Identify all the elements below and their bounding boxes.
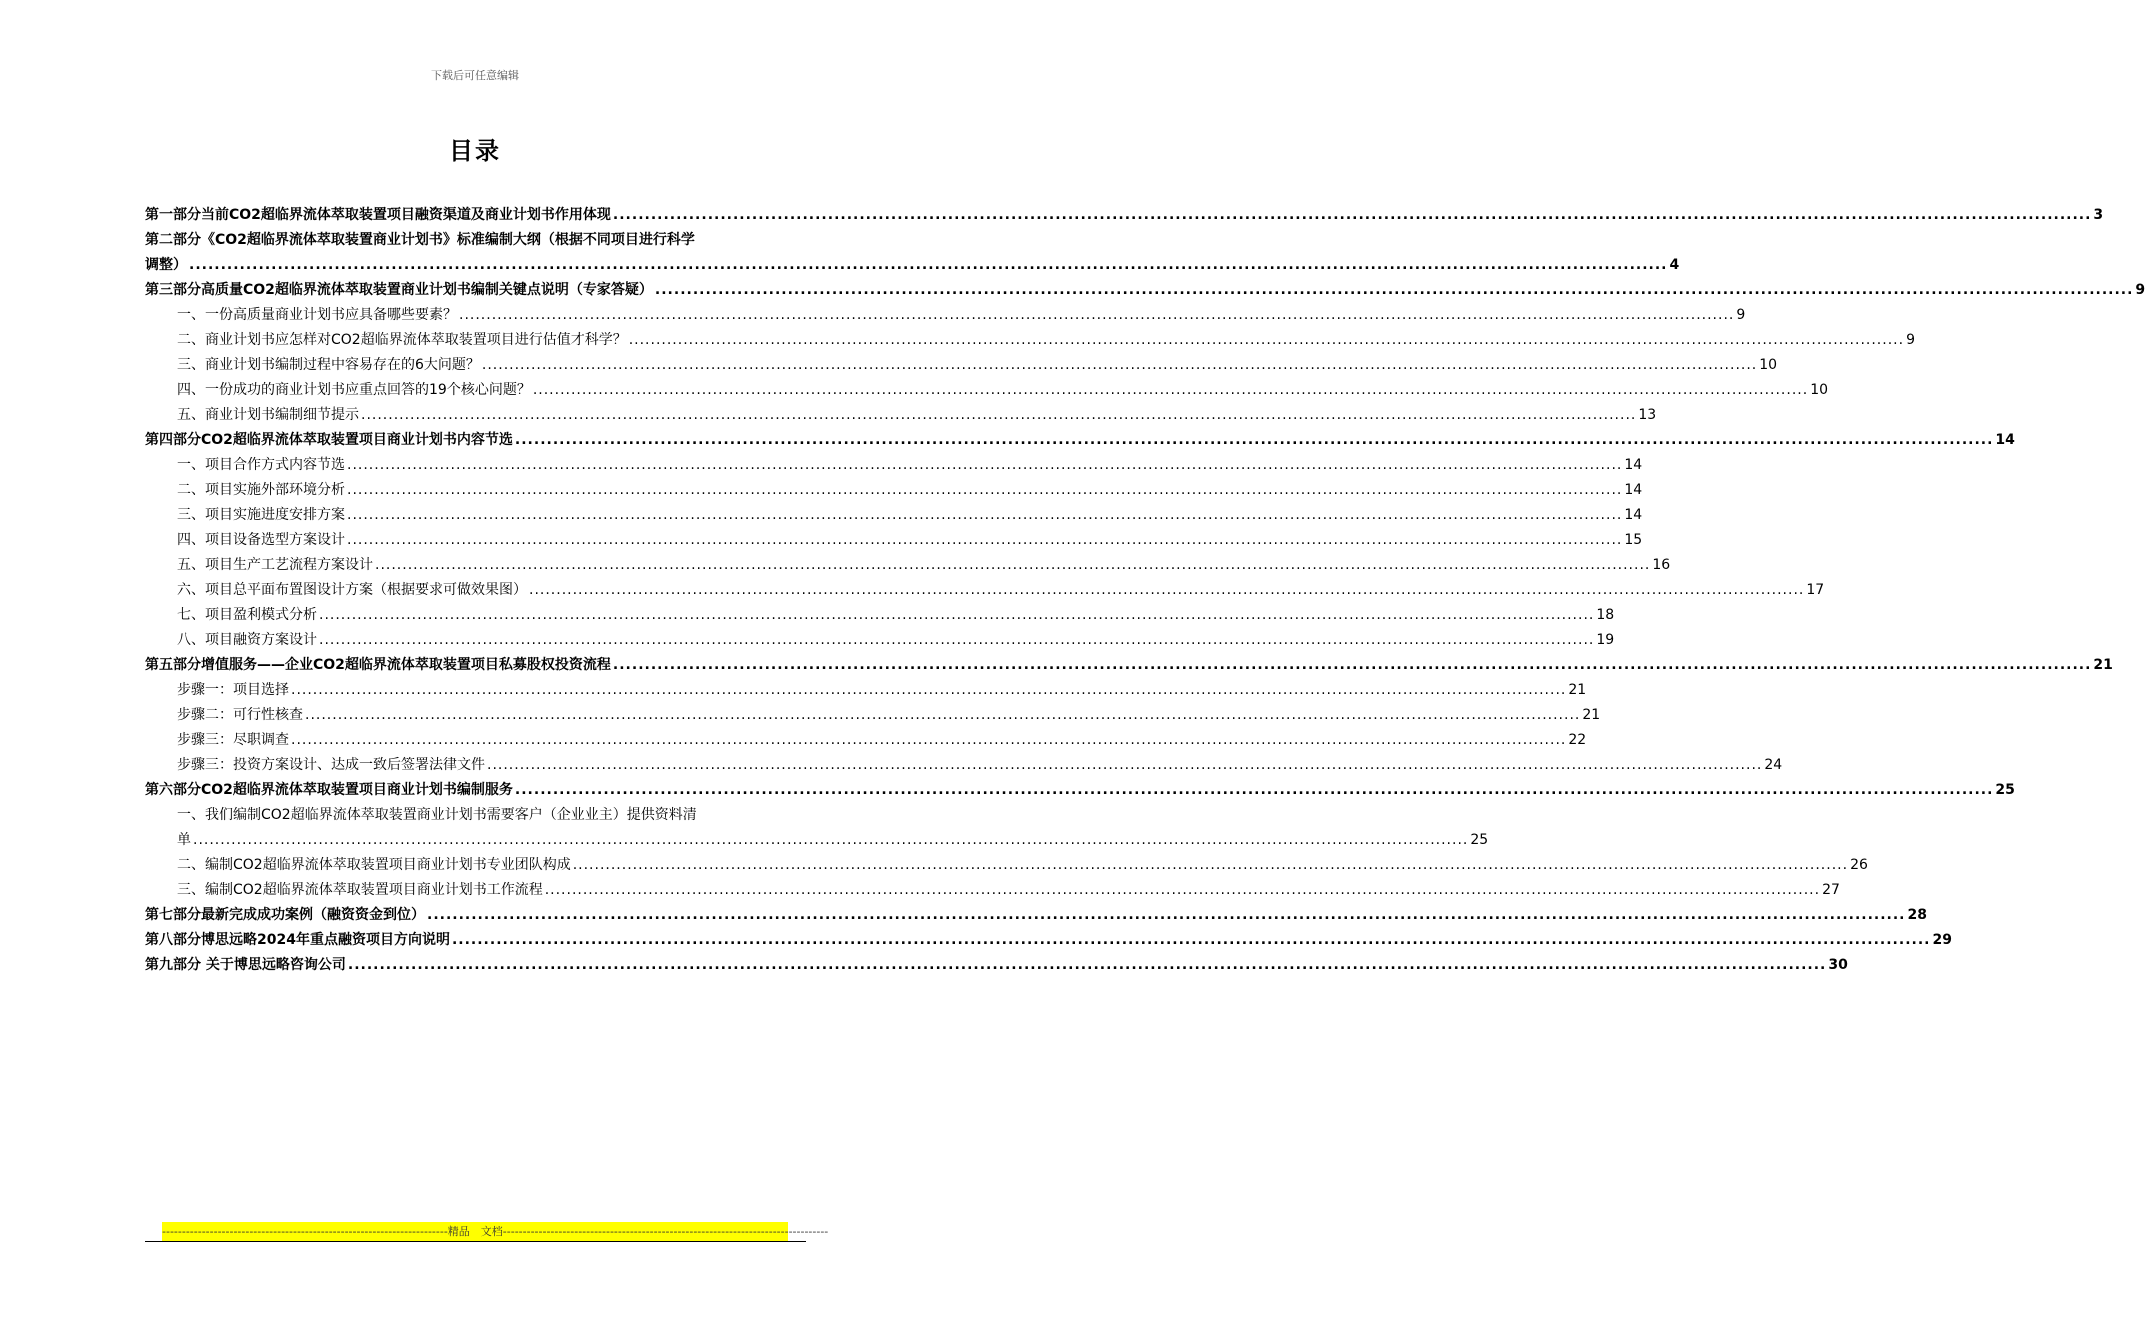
toc-page-number: 30 (1828, 957, 1848, 973)
toc-entry-section[interactable] (145, 478, 1643, 503)
toc-leader-dots (573, 853, 1848, 878)
toc-page-number: 24 (1764, 757, 1783, 773)
toc-entry-label: 第九部分 关于博思远略咨询公司 (145, 957, 346, 973)
toc-entry-section[interactable] (145, 353, 1778, 378)
toc-entry-label: 步骤一：项目选择 (177, 682, 289, 698)
toc-entry-section[interactable] (145, 853, 1868, 878)
toc-leader-dots (655, 278, 2134, 303)
toc-entry-label: 步骤三：投资方案设计、达成一致后签署法律文件 (177, 757, 485, 773)
toc-page-number: 18 (1596, 607, 1615, 623)
footer-dash-right: ---------------------------------------------------------------------------------- (502, 1225, 829, 1238)
toc-entry-label: 单 (177, 832, 191, 848)
toc-leader-dots (347, 453, 1622, 478)
toc-entry-section[interactable] (145, 628, 1615, 653)
toc-leader-dots (375, 553, 1650, 578)
toc-page-number: 15 (1624, 532, 1643, 548)
toc-entry-section[interactable] (145, 878, 1840, 903)
toc-page-number: 14 (1624, 482, 1643, 498)
toc-entry-part[interactable] (145, 928, 1952, 953)
toc-leader-dots (193, 828, 1468, 853)
toc-leader-dots (515, 428, 1994, 453)
toc-page-number: 13 (1638, 407, 1657, 423)
toc-page-number: 14 (1624, 457, 1643, 473)
toc-leader-dots (427, 903, 1906, 928)
toc-page-number: 14 (1624, 507, 1643, 523)
toc-entry-part[interactable] (145, 203, 2104, 228)
toc-entry-label: 三、编制CO2超临界流体萃取装置项目商业计划书工作流程 (177, 882, 543, 898)
toc-entry-section[interactable] (145, 578, 1825, 603)
toc-page-number: 27 (1822, 882, 1840, 898)
toc-leader-dots (529, 578, 1804, 603)
toc-page-number: 26 (1850, 857, 1868, 873)
toc-leader-dots (347, 503, 1622, 528)
toc-entry-label: 一、项目合作方式内容节选 (177, 457, 345, 473)
toc-entry-label: 四、项目设备选型方案设计 (177, 532, 345, 548)
toc-entry-section[interactable] (145, 753, 1783, 778)
toc-entry-label: 八、项目融资方案设计 (177, 632, 317, 648)
toc-leader-dots (189, 253, 1668, 278)
toc-entry-section[interactable] (145, 678, 1587, 703)
toc-entry-label: 二、商业计划书应怎样对CO2超临界流体萃取装置项目进行估值才科学？ (177, 332, 627, 348)
toc-page-number: 4 (1669, 257, 1680, 273)
toc-entry-label: 第六部分CO2超临界流体萃取装置项目商业计划书编制服务 (145, 782, 513, 798)
toc-entry-line[interactable]: 一、我们编制CO2超临界流体萃取装置商业计划书需要客户（企业业主）提供资料清 (177, 807, 697, 823)
toc-leader-dots (459, 303, 1734, 328)
footer-banner (162, 1222, 829, 1241)
toc-entry-line[interactable]: 第二部分《CO2超临界流体萃取装置商业计划书》标准编制大纲（根据不同项目进行科学 (145, 232, 695, 248)
toc-leader-dots (629, 328, 1904, 353)
toc-entry-label: 步骤三：尽职调查 (177, 732, 289, 748)
toc-page-number: 9 (1906, 332, 1915, 348)
toc-entry-label: 三、项目实施进度安排方案 (177, 507, 345, 523)
toc-page-number: 29 (1932, 932, 1952, 948)
toc-entry-label: 第七部分最新完成成功案例（融资资金到位） (145, 907, 425, 923)
toc-page-number: 17 (1806, 582, 1825, 598)
toc-entry-label: 二、项目实施外部环境分析 (177, 482, 345, 498)
toc-leader-dots (613, 653, 2092, 678)
toc-entry-label: 第一部分当前CO2超临界流体萃取装置项目融资渠道及商业计划书作用体现 (145, 207, 611, 223)
toc-entry-label: 第三部分高质量CO2超临界流体萃取装置商业计划书编制关键点说明（专家答疑） (145, 282, 653, 298)
toc-entry-section[interactable] (145, 403, 1657, 428)
toc-entry-part[interactable] (145, 278, 2145, 303)
toc-entry-label: 五、项目生产工艺流程方案设计 (177, 557, 373, 573)
toc-entry-section[interactable] (145, 553, 1671, 578)
toc-entry-label: 一、一份高质量商业计划书应具备哪些要素？ (177, 307, 457, 323)
toc-leader-dots (452, 928, 1931, 953)
toc-entry-section[interactable] (145, 728, 1587, 753)
toc-leader-dots (319, 603, 1594, 628)
toc-leader-dots (515, 778, 1994, 803)
toc-entry-section[interactable] (145, 453, 1643, 478)
toc-page-number: 16 (1652, 557, 1671, 573)
toc-title: 目录 (449, 137, 501, 165)
toc-leader-dots (291, 678, 1566, 703)
toc-entry-label: 七、项目盈利模式分析 (177, 607, 317, 623)
toc-page-number: 3 (2093, 207, 2104, 223)
toc-entry-label: 第四部分CO2超临界流体萃取装置项目商业计划书内容节选 (145, 432, 513, 448)
toc-page-number: 22 (1568, 732, 1587, 748)
toc-entry-label: 第八部分博思远略2024年重点融资项目方向说明 (145, 932, 450, 948)
toc-entry-part[interactable] (145, 653, 2113, 678)
toc-leader-dots (533, 378, 1808, 403)
toc-leader-dots (291, 728, 1566, 753)
toc-entry-section[interactable] (145, 503, 1643, 528)
toc-entry-label: 步骤二：可行性核查 (177, 707, 303, 723)
toc-page-number: 14 (1995, 432, 2015, 448)
toc-leader-dots (305, 703, 1580, 728)
table-of-contents (145, 203, 2145, 978)
toc-page-number: 28 (1907, 907, 1927, 923)
toc-entry-label: 四、一份成功的商业计划书应重点回答的19个核心问题？ (177, 382, 531, 398)
toc-page-number: 9 (1736, 307, 1746, 323)
toc-entry-part[interactable] (145, 253, 1680, 278)
toc-entry-section[interactable] (145, 378, 1829, 403)
toc-entry-section[interactable] (145, 328, 1915, 353)
toc-entry-part[interactable] (145, 428, 2015, 453)
footer-rule (145, 1241, 806, 1242)
toc-entry-label: 二、编制CO2超临界流体萃取装置项目商业计划书专业团队构成 (177, 857, 571, 873)
toc-entry-label: 调整） (145, 257, 187, 273)
toc-page-number: 25 (1470, 832, 1489, 848)
toc-entry-section[interactable] (145, 303, 1746, 328)
toc-entry-section[interactable] (145, 528, 1643, 553)
toc-page-number: 10 (1810, 382, 1829, 398)
footer-text: 精品 文档 (447, 1225, 503, 1238)
footer-dash-left: ------------------------------------------------------------------------ (162, 1225, 448, 1238)
toc-leader-dots (545, 878, 1820, 903)
toc-entry-label: 第五部分增值服务——企业CO2超临界流体萃取装置项目私募股权投资流程 (145, 657, 611, 673)
toc-entry-label: 六、项目总平面布置图设计方案（根据要求可做效果图） (177, 582, 527, 598)
toc-leader-dots (319, 628, 1594, 653)
toc-page-number: 19 (1596, 632, 1615, 648)
toc-page-number: 21 (2093, 657, 2113, 673)
toc-entry-part[interactable] (145, 903, 1927, 928)
header-note: 下载后可任意编辑 (431, 69, 519, 82)
toc-leader-dots (361, 403, 1636, 428)
toc-leader-dots (613, 203, 2092, 228)
toc-leader-dots (347, 478, 1622, 503)
toc-entry-section[interactable] (145, 828, 1489, 853)
toc-entry-part[interactable] (145, 778, 2015, 803)
toc-entry-label: 五、商业计划书编制细节提示 (177, 407, 359, 423)
toc-page-number: 21 (1582, 707, 1601, 723)
toc-entry-label: 三、商业计划书编制过程中容易存在的6大问题？ (177, 357, 480, 373)
toc-entry-section[interactable] (145, 703, 1601, 728)
toc-leader-dots (482, 353, 1757, 378)
toc-leader-dots (348, 953, 1827, 978)
toc-entry-part[interactable] (145, 953, 1848, 978)
toc-leader-dots (487, 753, 1762, 778)
toc-page-number: 9 (2135, 282, 2145, 298)
toc-page-number: 25 (1995, 782, 2015, 798)
toc-entry-section[interactable] (145, 603, 1615, 628)
toc-page-number: 10 (1759, 357, 1778, 373)
toc-leader-dots (347, 528, 1622, 553)
toc-page-number: 21 (1568, 682, 1587, 698)
